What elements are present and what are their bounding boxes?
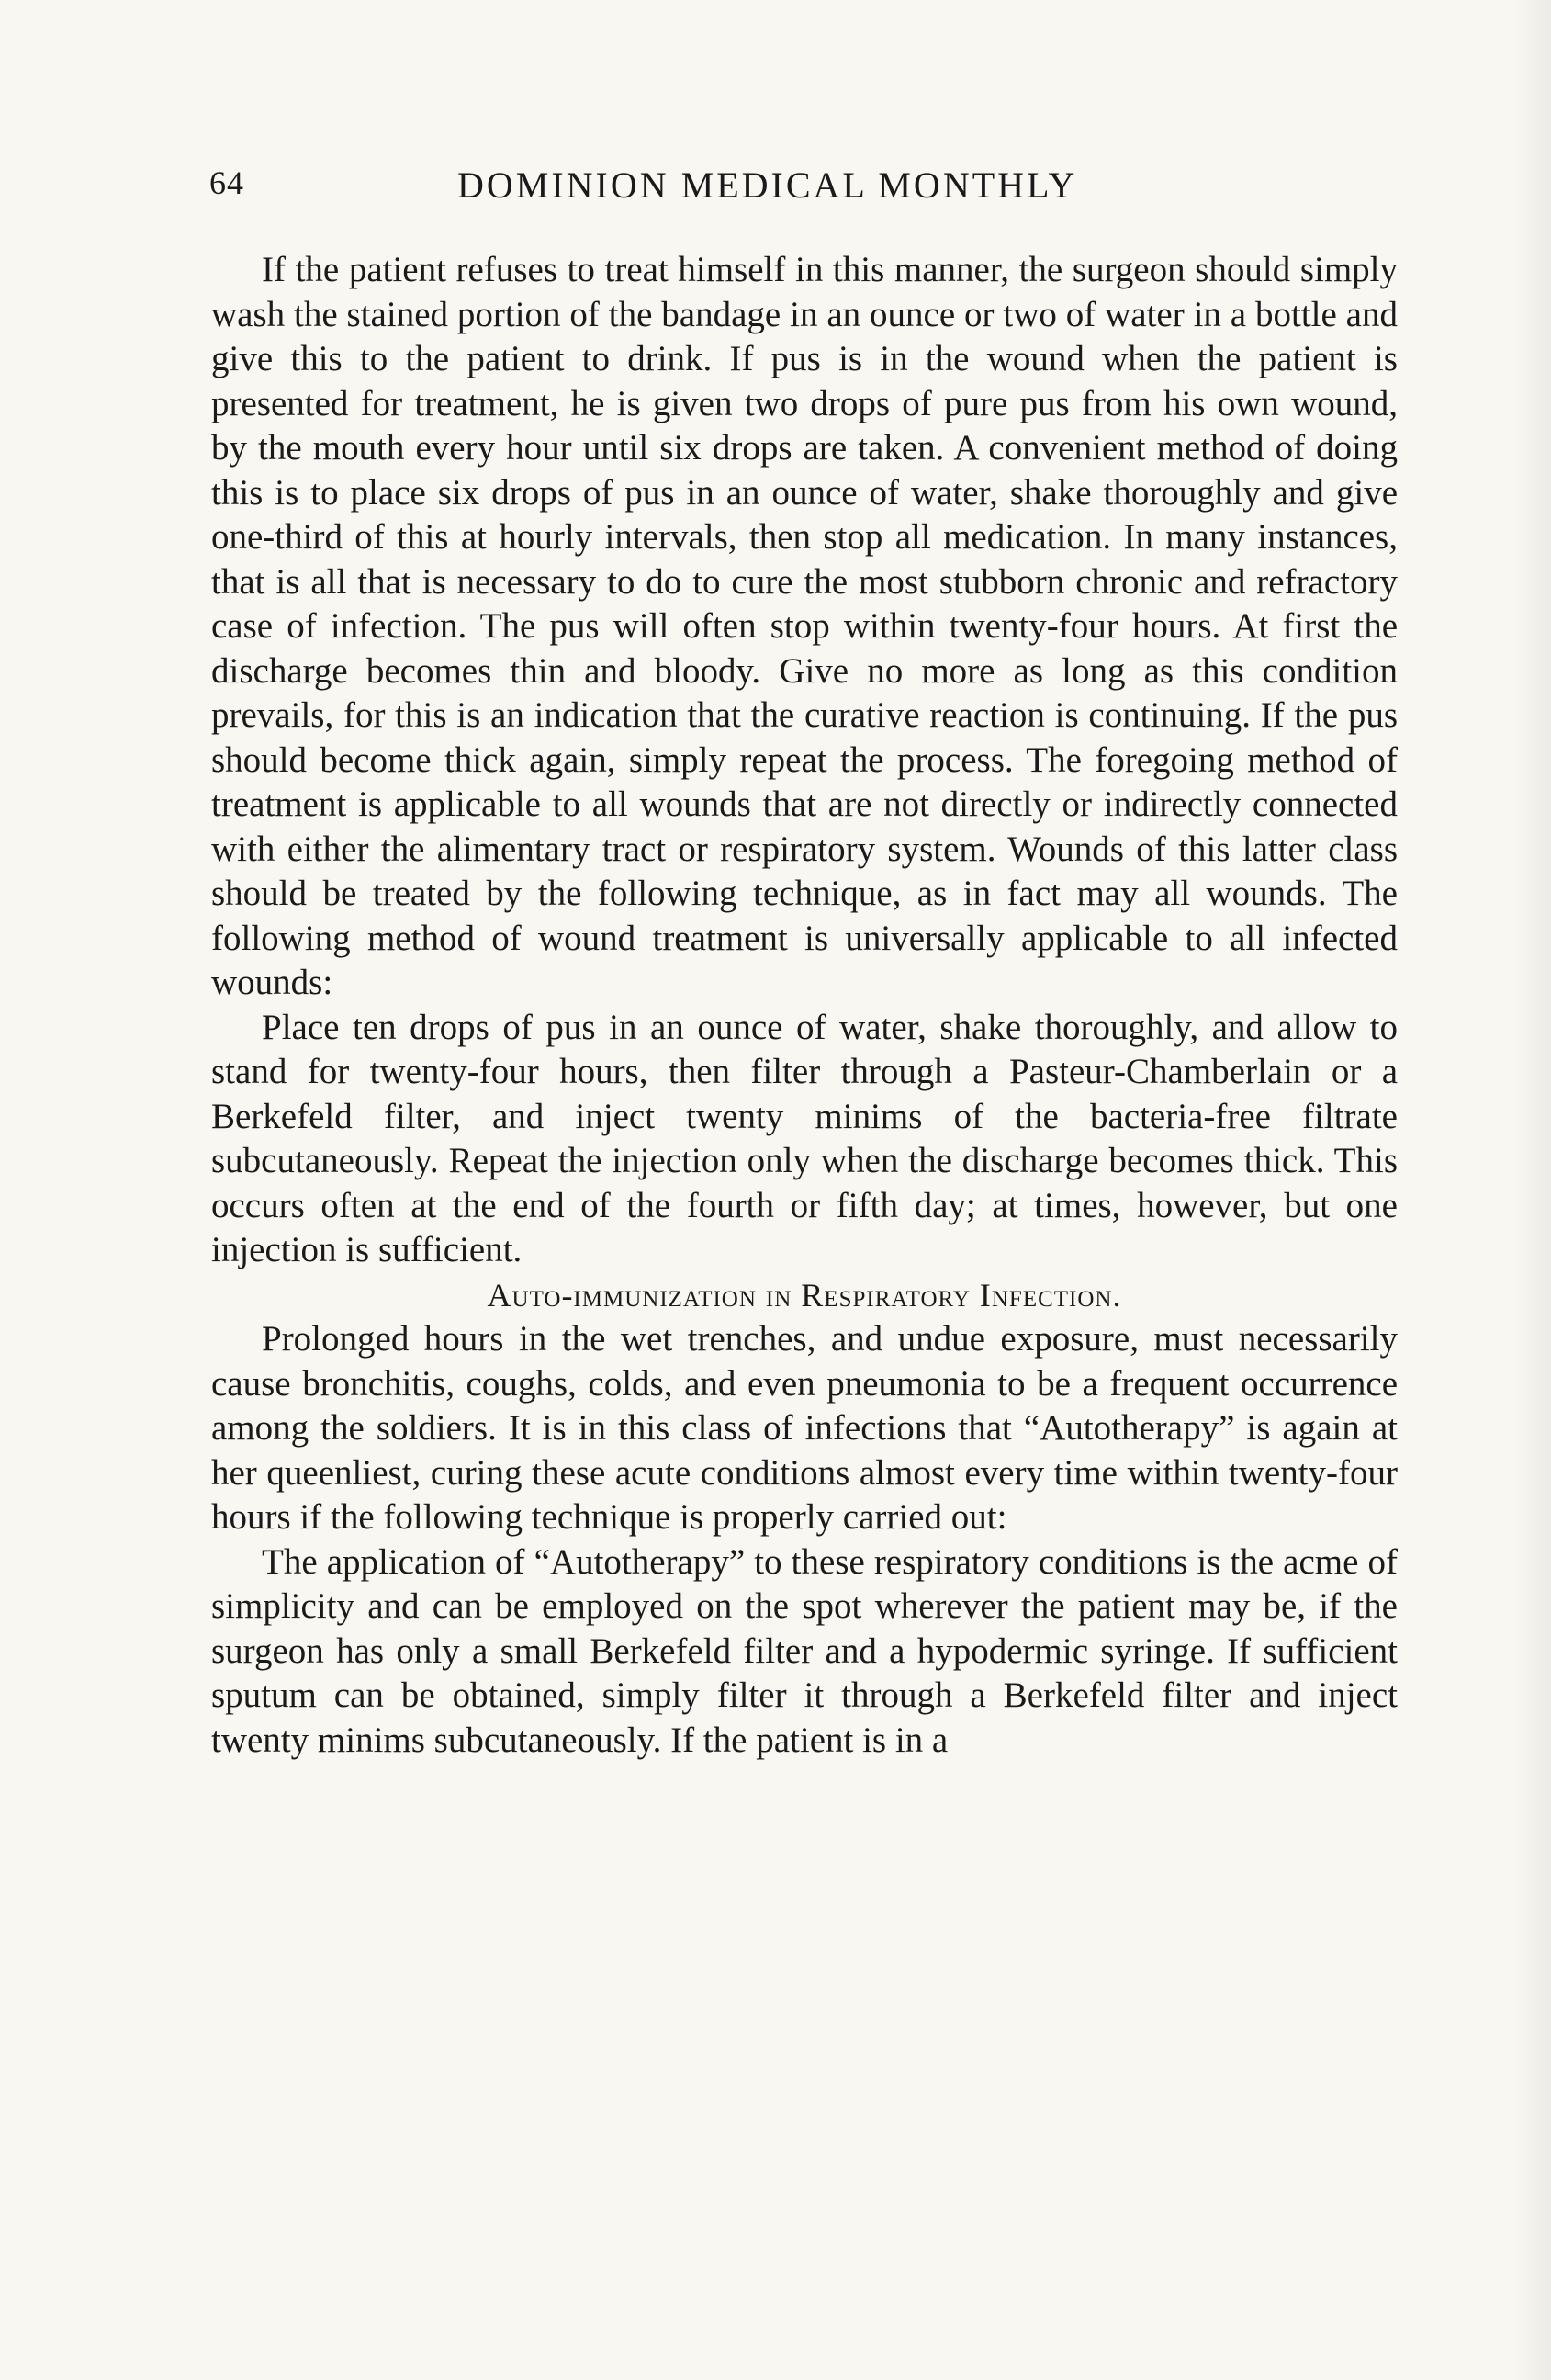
paragraph-2: Place ten drops of pus in an ounce of water, shake thoroughly, and allow to stand for twenty-four hours, then filter through a Pasteur-Chamberlain or a Berkefeld filter, and inject twenty minims of the bacteria-free filtrate subcutaneously. Repeat the injection only when the discharge becomes thick. This occurs often at the end of the fourth or fifth day; at times, however, but one injection is sufficient. bbox=[211, 1007, 1398, 1269]
page-edge-shadow bbox=[1514, 0, 1551, 2380]
paragraph-1: If the patient refuses to treat himself in this manner, the surgeon should simply wash the stained portion of the bandage in an ounce or two of water in a bottle and give this to the patient to drink. If pus is in the wound when the patient is presented for treatment, he is given two drops of pure pus from his own wound, by the mouth every hour until six drops are taken. A convenient method of doing this is to place six drops of pus in an ounce of water, shake thoroughly and give one-third of this at hourly intervals, then stop all medication. In many instances, that is all that is necessary to do to cure the most stubborn chronic and refractory case of infection. The pus will often stop within twenty-four hours. At first the discharge becomes thin and bloody. Give no more as long as this condition prevails, for this is an indication that the curative reaction is continuing. If the pus should become thick again, simply repeat the process. The foregoing method of treatment is applicable to all wounds that are not directly or indirectly connected with either the alimentary tract or respiratory system. Wounds of this latter class should be treated by the following technique, as in fact may all wounds. The following method of wound treatment is universally applicable to all infected wounds: bbox=[211, 250, 1398, 1002]
page-number: 64 bbox=[209, 164, 244, 201]
page-header bbox=[209, 164, 1394, 219]
running-head: DOMINION MEDICAL MONTHLY bbox=[457, 164, 1078, 206]
paragraph-3: Prolonged hours in the wet trenches, and undue exposure, must necessarily cause bronchitis, coughs, colds, and even pneumonia to be a frequent occurrence among the soldiers. It is in this class of infections that “Autotherapy” is again at her queenliest, curing these acute conditions almost every time within twenty-four hours if the following technique is properly carried out: bbox=[211, 1319, 1398, 1537]
paragraph-4: The application of “Autotherapy” to these respiratory conditions is the acme of simplicity and can be employed on the spot wherever the patient may be, if the surgeon has only a small Berkefeld filter and a hypodermic syringe. If sufficient sputum can be obtained, simply filter it through a Berkefeld filter and inject twenty minims subcutaneously. If the patient is in a bbox=[211, 1541, 1398, 1760]
body-text bbox=[211, 248, 1398, 1763]
section-heading: Auto-immunization in Respiratory Infection. bbox=[487, 1276, 1122, 1314]
